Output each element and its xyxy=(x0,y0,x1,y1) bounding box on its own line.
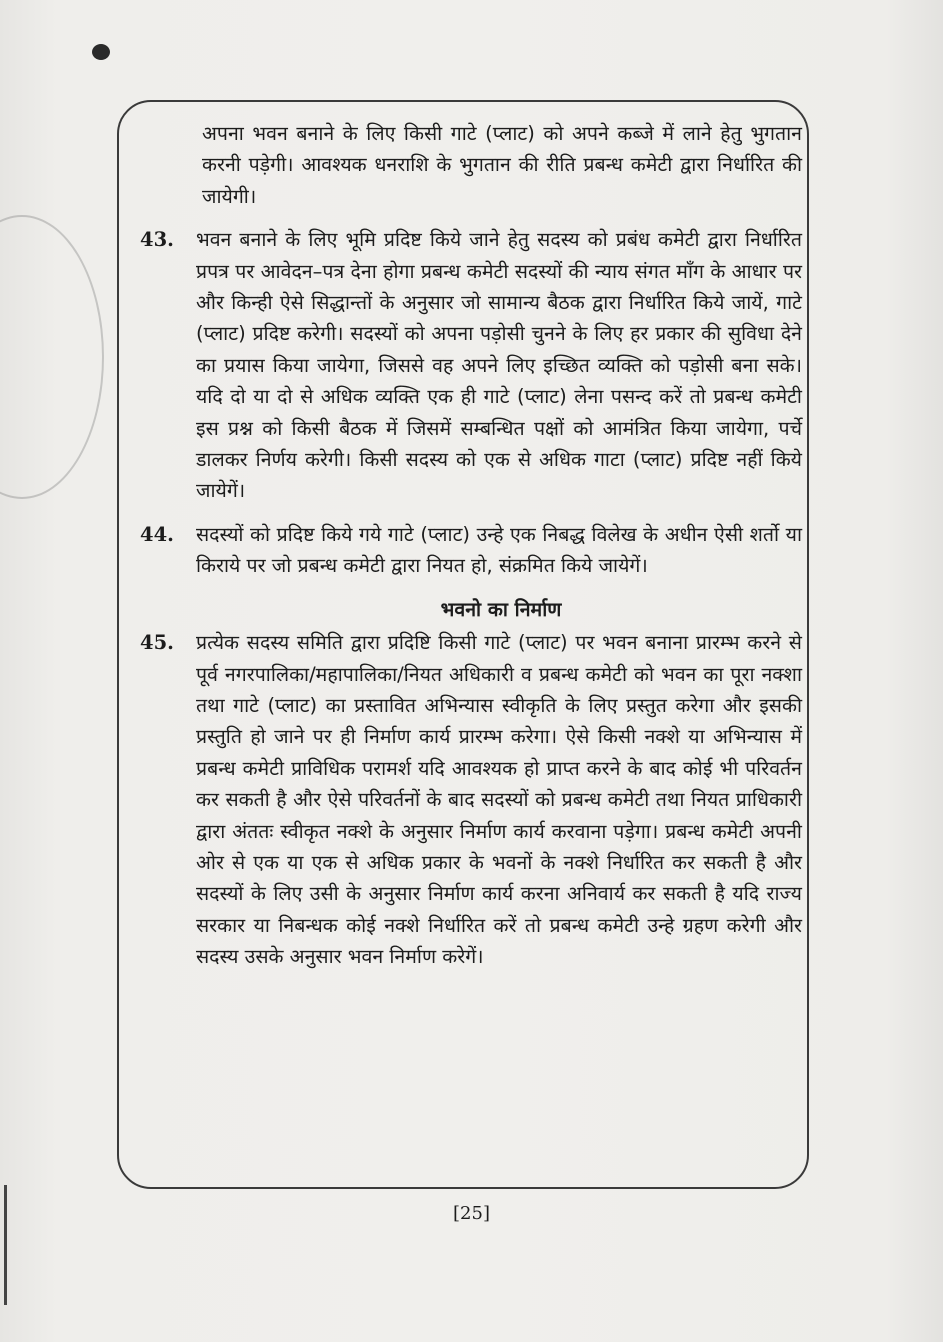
document-body xyxy=(140,118,802,985)
clause-text: सदस्यों को प्रदिष्ट किये गये गाटे (प्लाट) उन्हे एक निबद्ध विलेख के अधीन ऐसी शर्तो या किराये पर जो प्रबन्ध कमेटी द्वारा नियत हो, संक्रमित किये जायेगें। xyxy=(196,522,802,578)
clause-number: 44. xyxy=(140,522,174,546)
clause-number: 45. xyxy=(140,631,174,655)
section-heading: भवनो का निर्माण xyxy=(440,597,562,621)
clause-text: प्रत्येक सदस्य समिति द्वारा प्रदिष्टि किसी गाटे (प्लाट) पर भवन बनाना प्रारम्भ करने से पूर्व नगरपालिका/महापालिका/नियत अधिकारी व प्रबन्ध कमेटी को भवन का पूरा नक्शा तथा गाटे (प्लाट) का प्रस्तावित अभिन्यास स्वीकृति के लिए प्रस्तुत करेगा और इसकी प्रस्तुति हो जाने पर ही निर्माण कार्य प्रारम्भ करेगा। ऐसे किसी नक्शे या अभिन्यास में प्रबन्ध कमेटी प्राविधिक परामर्श यदि आवश्यक हो प्राप्त करने के बाद कोई भी परिवर्तन कर सकती है और ऐसे परिवर्तनों के बाद सदस्यों को प्रबन्ध कमेटी तथा नियत प्राधिकारी द्वारा अंततः स्वीकृत नक्शे के अनुसार निर्माण कार्य करवाना पड़ेगा। प्रबन्ध कमेटी अपनी ओर से एक या एक से अधिक प्रकार के भवनों के नक्शे निर्धारित कर सकती है और सदस्यों के लिए उसी के अनुसार निर्माण कार्य करना अनिवार्य कर सकती है यदि राज्य सरकार या निबन्धक कोई नक्शे निर्धारित करें तो प्रबन्ध कमेटी उन्हे ग्रहण करेगी और सदस्य उसके अनुसार भवन निर्माण करेगें। xyxy=(196,631,802,969)
page-number: [25] xyxy=(453,1203,490,1224)
clause-number: 43. xyxy=(140,228,174,252)
intro-paragraph: अपना भवन बनाने के लिए किसी गाटे (प्लाट) को अपने कब्जे में लाने हेतु भुगतान करनी पड़ेगी। आवश्यक धनराशि के भुगतान की रीति प्रबन्ध कमेटी द्वारा निर्धारित की जायेगी। xyxy=(202,122,802,208)
binding-hole-mark xyxy=(92,44,110,60)
clause-43 xyxy=(140,224,802,507)
clause-text: भवन बनाने के लिए भूमि प्रदिष्ट किये जाने हेतु सदस्य को प्रबंध कमेटी द्वारा निर्धारित प्रपत्र पर आवेदन–पत्र देना होगा प्रबन्ध कमेटी सदस्यों की न्याय संगत माँग के आधार पर और किन्ही ऐसे सिद्धान्तों के अनुसार जो सामान्य बैठक द्वारा निर्धारित किये जायें, गाटे (प्लाट) प्रदिष्ट करेगी। सदस्यों को अपना पड़ोसी चुनने के लिए हर प्रकार की सुविधा देने का प्रयास किया जायेगा, जिससे वह अपने लिए इच्छित व्यक्ति को पड़ोसी बना सके। यदि दो या दो से अधिक व्यक्ति एक ही गाटे (प्लाट) लेना पसन्द करें तो प्रबन्ध कमेटी इस प्रश्न को किसी बैठक में जिसमें सम्बन्धित पक्षों को आमंत्रित किया जायेगा, पर्चे डालकर निर्णय करेगी। किसी सदस्य को एक से अधिक गाटा (प्लाट) प्रदिष्ट नहीं किये जायेगें। xyxy=(196,228,802,503)
faded-stamp xyxy=(0,215,104,499)
clause-45 xyxy=(140,627,802,972)
clause-44 xyxy=(140,519,802,582)
